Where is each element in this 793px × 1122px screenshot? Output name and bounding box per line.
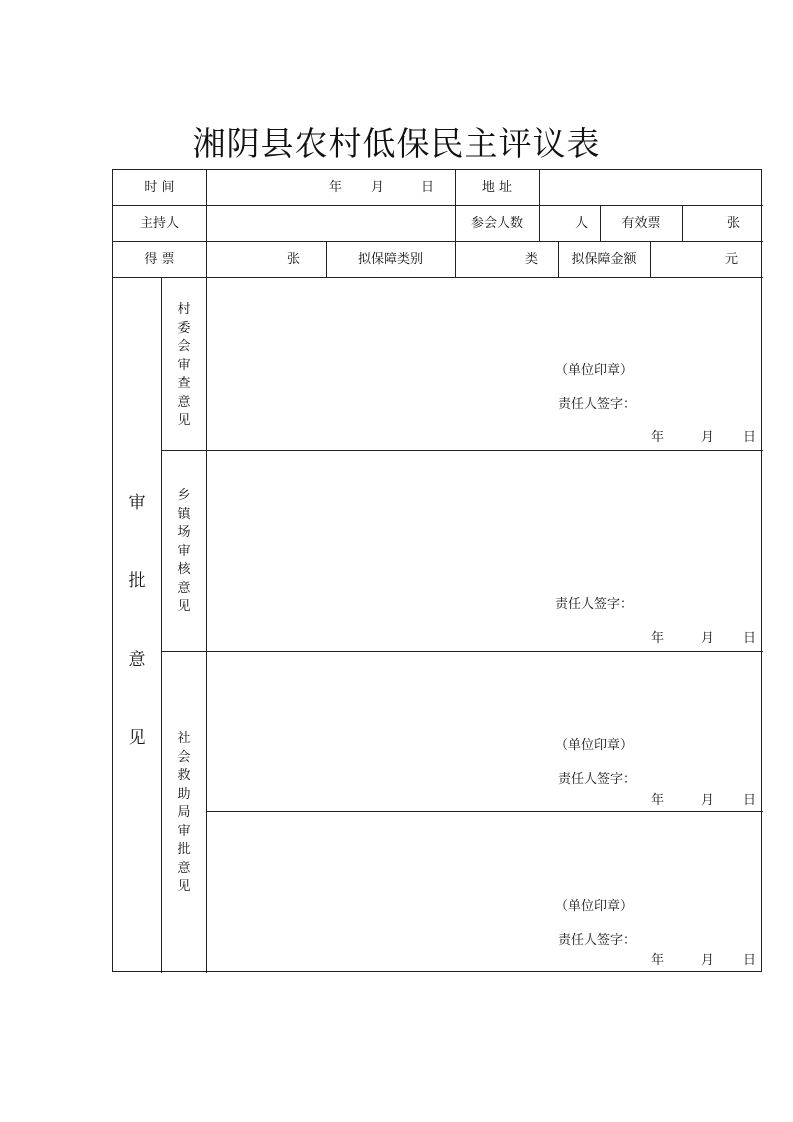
approval-char: 见: [128, 728, 146, 748]
row-divider: [113, 241, 763, 242]
col-divider: [539, 205, 540, 241]
township-review-label: 乡镇场审核意见: [177, 488, 191, 614]
col-divider: [650, 241, 651, 277]
section-divider: [161, 651, 763, 652]
bureau-signature: 责任人签字：: [558, 933, 637, 948]
bureau-day: 日: [743, 953, 757, 968]
village-year: 年: [651, 430, 665, 445]
bureau-day: 日: [743, 793, 757, 808]
col-divider: [682, 205, 683, 241]
votes-label: 得 票: [144, 252, 175, 267]
person-unit: 人: [575, 216, 589, 231]
date-year: 年: [329, 180, 343, 195]
section-divider: [161, 450, 763, 451]
col-divider: [206, 170, 207, 973]
bureau-year: 年: [651, 953, 665, 968]
village-review-label: 村委会审查意见: [177, 302, 191, 428]
amount-label: 拟保障金额: [571, 252, 637, 267]
bureau-signature: 责任人签字：: [558, 772, 637, 787]
ticket-unit: 张: [727, 216, 741, 231]
section-divider: [206, 811, 763, 812]
votes-unit: 张: [287, 252, 301, 267]
village-month: 月: [701, 430, 715, 445]
time-label: 时 间: [144, 180, 175, 195]
col-divider: [161, 277, 162, 973]
township-month: 月: [701, 631, 715, 646]
host-label: 主持人: [139, 216, 179, 231]
form-title: 湘阴县农村低保民主评议表: [192, 124, 601, 163]
bureau-month: 月: [701, 953, 715, 968]
bureau-approval-label: 社会救助局审批意见: [177, 731, 191, 894]
approval-char: 批: [128, 571, 146, 591]
address-field[interactable]: [540, 171, 762, 204]
evaluation-table: [112, 169, 762, 972]
township-day: 日: [743, 631, 757, 646]
township-signature: 责任人签字：: [555, 597, 634, 612]
village-day: 日: [743, 430, 757, 445]
valid-votes-label: 有效票: [621, 216, 661, 231]
approval-char: 意: [128, 650, 146, 670]
date-day: 日: [421, 180, 435, 195]
bureau-month: 月: [701, 793, 715, 808]
bureau-year: 年: [651, 793, 665, 808]
attendees-label: 参会人数: [470, 216, 523, 231]
approval-char: 审: [128, 493, 146, 513]
category-unit: 类: [525, 252, 539, 267]
category-label: 拟保障类别: [357, 252, 423, 267]
village-stamp: （单位印章）: [555, 363, 634, 378]
bureau-stamp: （单位印章）: [555, 899, 634, 914]
row-divider: [113, 277, 763, 278]
amount-unit: 元: [725, 252, 739, 267]
address-label: 地 址: [481, 180, 513, 195]
date-month: 月: [371, 180, 385, 195]
village-signature: 责任人签字：: [558, 397, 637, 412]
township-year: 年: [651, 631, 665, 646]
bureau-stamp: （单位印章）: [555, 738, 634, 753]
host-field[interactable]: [207, 206, 454, 240]
